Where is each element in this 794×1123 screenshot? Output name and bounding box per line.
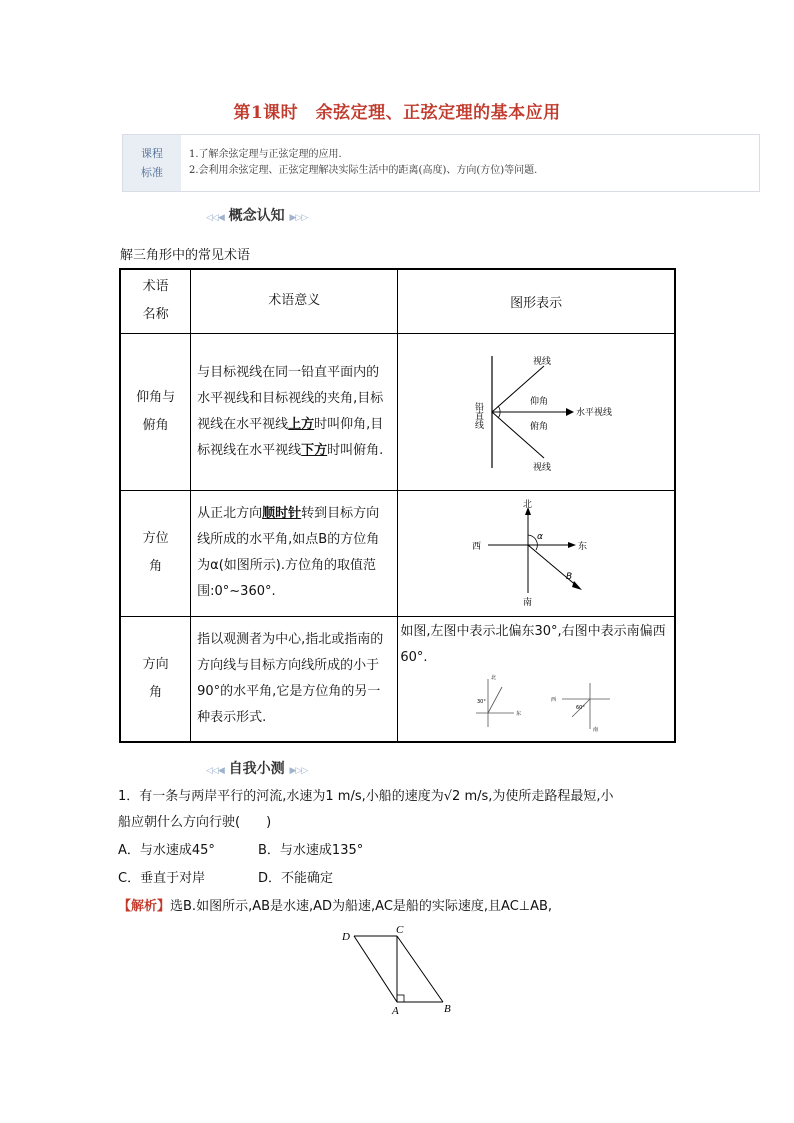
term-meaning-cell: 指以观测者为中心,指北或指南的方向线与目标方向线所成的小于90°的水平角,它是方位角的另一种表示形式. — [191, 616, 398, 742]
course-standard-box — [122, 134, 760, 192]
term-meaning-cell — [191, 333, 398, 490]
left-label-east: 东 — [516, 710, 522, 717]
standard-line-1: 1.了解余弦定理与正弦定理的应用. — [189, 149, 342, 160]
label-sight-bottom: 视线 — [533, 462, 552, 473]
alpha-arc — [528, 535, 537, 550]
meaning-text: 从正北方向 — [197, 506, 263, 521]
option-b: B．与水速成135° — [258, 843, 364, 858]
direction-angle-diagrams — [450, 673, 650, 733]
header-term-meaning: 术语意义 — [191, 269, 398, 333]
meaning-text: 转到目标方向线所成的水平角,如点B的方位角为α(如图所示).方位角的取值范围:0°~360°. — [197, 506, 380, 599]
question-stem-line1 — [118, 784, 614, 810]
header-figure: 图形表示 — [398, 269, 675, 333]
term-name-cell — [120, 490, 191, 616]
intro-text: 解三角形中的常见术语 — [120, 248, 251, 263]
label-point-b: B — [566, 572, 573, 582]
section-selftest-heading — [206, 758, 307, 778]
term-meaning-cell — [191, 490, 398, 616]
meaning-text: 时叫仰角,目标视线在水平视线 — [197, 416, 384, 458]
elevation-depression-diagram — [456, 342, 616, 482]
term-name-cell — [120, 616, 191, 742]
table-row — [120, 333, 675, 490]
meaning-underlined: 上方 — [288, 416, 315, 432]
analysis-line — [118, 894, 552, 920]
label-c: C — [396, 924, 404, 936]
meaning-underlined: 顺时针 — [262, 506, 302, 521]
label-a: A — [392, 1005, 399, 1017]
figure-cell — [398, 333, 675, 490]
term-name-l2: 角 — [149, 684, 163, 700]
table-row — [120, 490, 675, 616]
label-d: D — [342, 931, 350, 943]
section-arrows-left-icon: ◁◁◀ — [206, 766, 224, 776]
term-name-l1: 仰角与 — [136, 389, 176, 405]
figure-cell — [398, 490, 675, 616]
segment-ad — [354, 936, 397, 1002]
label-vertical: 铅直线 — [473, 401, 484, 429]
question-stem-b: m/s,为使所走路程最短,小 — [460, 789, 614, 804]
left-label-30: 30° — [477, 698, 487, 705]
section-arrows-left-icon: ◁◁◀ — [206, 213, 224, 223]
section-selftest-title: 自我小测 — [228, 761, 285, 777]
analysis-tag: 【解析】 — [118, 899, 171, 914]
standard-label-line1: 课程 — [141, 147, 163, 160]
standard-label-line2: 标准 — [141, 166, 163, 179]
label-east: 东 — [578, 542, 588, 552]
course-standard-label — [123, 135, 181, 191]
section-concept-heading — [206, 205, 307, 225]
label-alpha: α — [537, 532, 544, 542]
table-row — [120, 616, 675, 742]
option-d: D．不能确定 — [258, 871, 334, 886]
section-arrows-right-icon: ▶▷▷ — [289, 766, 308, 776]
term-name-l2: 角 — [149, 559, 163, 574]
horizontal-arrow-icon — [566, 408, 574, 416]
label-sight-top: 视线 — [533, 356, 552, 367]
meaning-underlined: 下方 — [301, 442, 328, 458]
option-a: A．与水速成45° — [118, 843, 215, 858]
figure-cell — [398, 616, 675, 742]
page-title: 第1课时 余弦定理、正弦定理的基本应用 — [233, 103, 561, 123]
right-label-south: 南 — [593, 726, 599, 733]
question-sqrt: √2 — [443, 789, 461, 804]
term-name-l1: 方位 — [142, 531, 169, 546]
term-name-cell — [120, 333, 191, 490]
header-term-name-l1: 术语 — [142, 279, 169, 295]
term-name-l1: 方向 — [142, 656, 169, 672]
left-target-line — [488, 687, 502, 713]
label-west: 西 — [472, 542, 482, 552]
left-label-north: 北 — [491, 674, 497, 681]
direction-figure-text: 如图,左图中表示北偏东30°,右图中表示南偏西60°. — [400, 623, 666, 665]
lower-sight-line — [492, 412, 544, 458]
label-depression: 俯角 — [530, 421, 549, 432]
section-arrows-right-icon: ▶▷▷ — [289, 213, 308, 223]
label-horizontal: 水平视线 — [576, 407, 613, 418]
meaning-text: 与目标视线在同一铅直平面内的水平视线和目标视线的夹角,目标视线在水平视线 — [197, 364, 384, 432]
right-label-60: 60° — [576, 704, 586, 711]
meaning-text: 时叫俯角. — [327, 442, 384, 458]
question-stem-line2: 船应朝什么方向行驶( ) — [118, 815, 272, 830]
header-term-name-l2: 名称 — [142, 307, 169, 323]
target-arrow-icon — [572, 581, 582, 590]
term-name-l2: 俯角 — [142, 417, 169, 433]
label-b: B — [444, 1003, 451, 1015]
right-label-west: 西 — [551, 696, 557, 703]
course-standard-text — [189, 147, 537, 179]
header-term-name — [120, 269, 191, 333]
table-header-row — [120, 269, 675, 333]
elevation-angle-arc — [498, 406, 500, 412]
question-stem-a: 1．有一条与两岸平行的河流,水速为1 m/s,小船的速度为 — [118, 789, 444, 804]
label-south: 南 — [523, 598, 533, 607]
parallelogram-figure — [340, 922, 460, 1018]
option-c: C．垂直于对岸 — [118, 871, 206, 886]
east-arrow-icon — [568, 542, 576, 548]
terms-table — [119, 268, 676, 743]
standard-line-2: 2.会利用余弦定理、正弦定理解决实际生活中的距离(高度)、方向(方位)等问题. — [189, 165, 538, 176]
section-concept-title: 概念认知 — [228, 208, 285, 224]
right-angle-mark — [397, 995, 404, 1002]
bearing-angle-diagram — [466, 499, 606, 607]
label-elevation: 仰角 — [530, 396, 549, 407]
segment-cb — [397, 936, 443, 1002]
label-north: 北 — [523, 500, 533, 510]
depression-angle-arc — [498, 412, 500, 418]
analysis-text: 选B.如图所示,AB是水速,AD为船速,AC是船的实际速度,且AC⊥AB, — [170, 899, 553, 914]
